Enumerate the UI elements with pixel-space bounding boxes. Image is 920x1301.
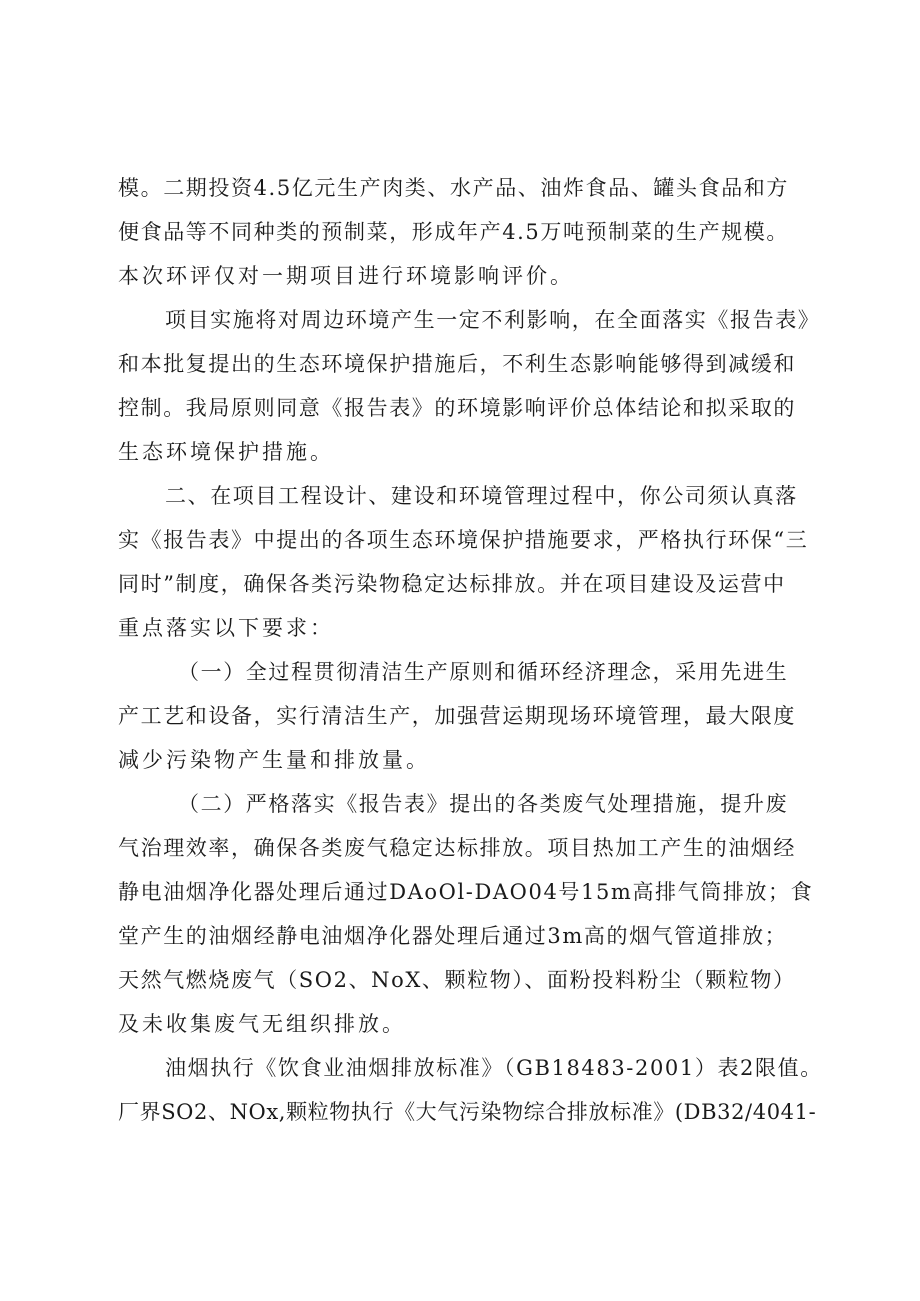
text-line: 减少污染物产生量和排放量。: [118, 748, 430, 772]
text-line: 控制。我局原则同意《报告表》的环境影响评价总体结论和拟采取的: [118, 396, 796, 420]
text-line: 厂界SO2、NOx,颗粒物执行《大气污染物综合排放标准》(DB32/4041-: [118, 1100, 817, 1124]
text-line: 项目实施将对周边环境产生一定不利影响，在全面落实《报告表》: [165, 308, 821, 332]
text-line: 气治理效率，确保各类废气稳定达标排放。项目热加工产生的油烟经: [118, 836, 796, 860]
text-line: 和本批复提出的生态环境保护措施后，不利生态影响能够得到减缓和: [118, 352, 796, 376]
text-line: 天然气燃烧废气（SO2、NoX、颗粒物）、面粉投料粉尘（颗粒物）: [118, 968, 796, 992]
text-line: 实《报告表》中提出的各项生态环境保护措施要求，严格执行环保“三: [118, 528, 809, 552]
text-line: 油烟执行《饮食业油烟排放标准》（GB18483-2001）表2限值。: [165, 1056, 823, 1080]
text-line: 及未收集废气无组织排放。: [118, 1012, 406, 1036]
text-line: 同时”制度，确保各类污染物稳定达标排放。并在项目建设及运营中: [118, 572, 786, 596]
text-line: 静电油烟净化器处理后通过DAoOl-DAO04号15m高排气筒排放；食: [118, 880, 814, 904]
text-line: 本次环评仅对一期项目进行环境影响评价。: [118, 264, 574, 288]
text-line: （一）全过程贯彻清洁生产原则和循环经济理念，采用先进生: [178, 660, 789, 684]
text-line: （二）严格落实《报告表》提出的各类废气处理措施，提升废: [178, 792, 789, 816]
text-line: 重点落实以下要求：: [118, 616, 334, 640]
text-line: 便食品等不同种类的预制菜，形成年产4.5万吨预制菜的生产规模。: [118, 220, 789, 244]
text-line: 堂产生的油烟经静电油烟净化器处理后通过3m高的烟气管道排放；: [118, 924, 788, 948]
text-line: 模。二期投资4.5亿元生产肉类、水产品、油炸食品、罐头食品和方: [118, 176, 789, 200]
text-line: 生态环境保护措施。: [118, 440, 334, 464]
text-line: 产工艺和设备，实行清洁生产，加强营运期现场环境管理，最大限度: [118, 704, 796, 728]
text-line: 二、在项目工程设计、建设和环境管理过程中，你公司须认真落: [165, 484, 798, 508]
